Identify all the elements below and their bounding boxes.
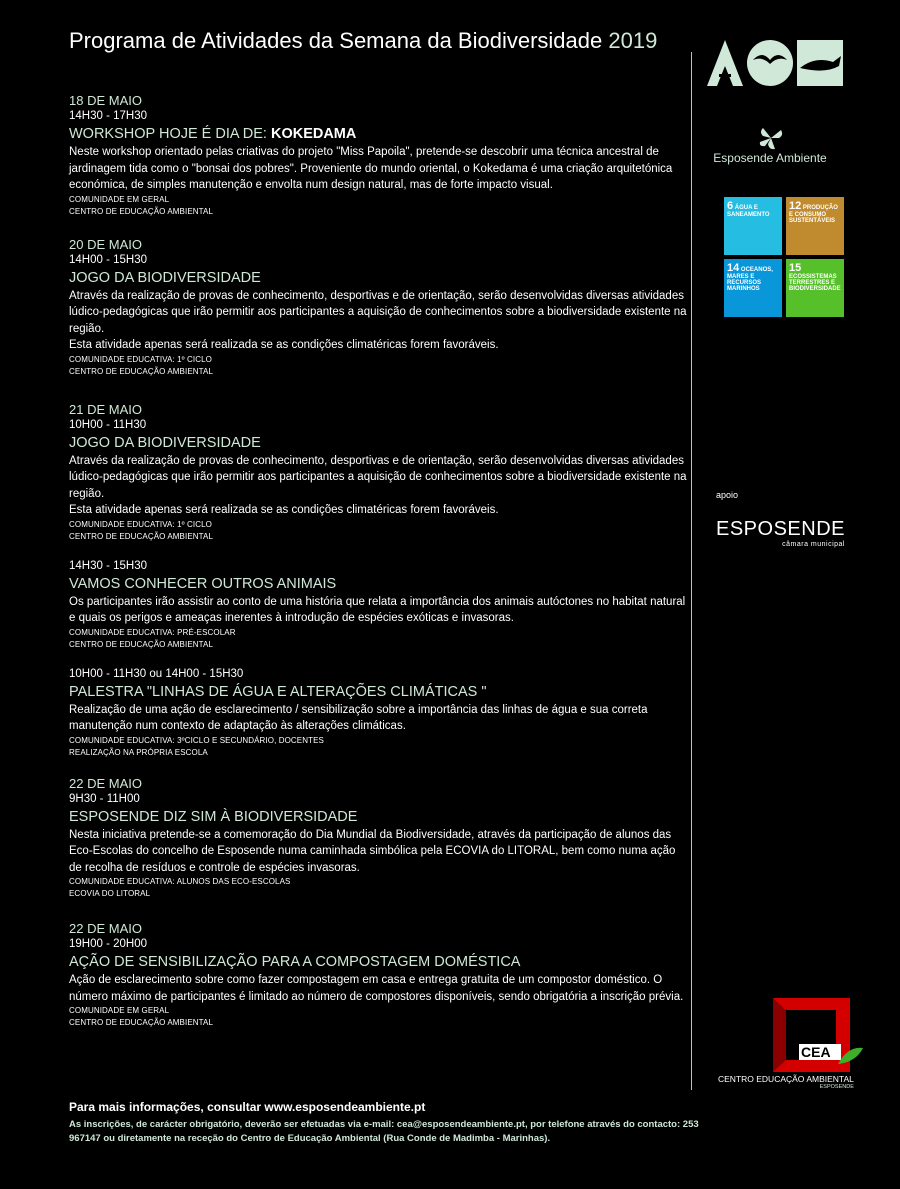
activity-location: CENTRO DE EDUCAÇÃO AMBIENTAL <box>69 206 214 216</box>
title-year: 2019 <box>608 28 658 53</box>
activity-audience: COMUNIDADE EDUCATIVA: PRÉ-ESCOLAR <box>69 627 236 637</box>
activity-title: AÇÃO DE SENSIBILIZAÇÃO PARA A COMPOSTAGEM DOMÉSTICA <box>69 954 521 970</box>
activity-audience: COMUNIDADE EDUCATIVA: 1º CICLO <box>69 519 212 529</box>
esposende-ambiente-label: Esposende Ambiente <box>713 151 827 165</box>
cea-letters: CEA <box>801 1044 831 1060</box>
activity-time: 9H30 - 11H00 <box>69 792 140 805</box>
activity-jogo-20 <box>69 236 689 378</box>
esposende-camara-logo <box>716 518 845 548</box>
activity-audience: COMUNIDADE EDUCATIVA: 1º CICLO <box>69 354 212 364</box>
ods-num: 14 <box>727 262 740 274</box>
activity-note: Esta atividade apenas será realizada se as condições climatéricas forem favoráveis. <box>69 504 499 516</box>
activity-location: CENTRO DE EDUCAÇÃO AMBIENTAL <box>69 1018 214 1027</box>
activity-esposende-sim <box>69 775 689 901</box>
page-title <box>69 28 657 54</box>
cea-text: CENTRO EDUCAÇÃO AMBIENTAL <box>718 1074 854 1084</box>
ambiente-fan-icon <box>757 126 785 150</box>
activity-kokedama <box>69 92 689 218</box>
activity-date: 22 DE MAIO <box>69 921 142 936</box>
ods-label: ECOSSISTEMAS TERRESTRES E BIODIVERSIDADE <box>789 274 841 292</box>
activity-time: 10H00 - 11H30 ou 14H00 - 15H30 <box>69 667 244 680</box>
activity-location: REALIZAÇÃO NA PRÓPRIA ESCOLA <box>69 747 208 757</box>
title-text: Programa de Atividades da Semana da Biodiversidade <box>69 28 603 53</box>
divider <box>691 52 692 1090</box>
activity-description: Nesta iniciativa pretende-se a comemoração do Dia Mundial da Biodiversidade, através da participação de alunos das Eco-Escolas do concelho de Esposende numa caminhada simbólica pela ECOVIA do LITORAL, bem como numa ação de recolha de resíduos e controle de espécies invasoras. <box>69 828 676 874</box>
ods-label: PRODUÇÃO E CONSUMO SUSTENTÁVEIS <box>789 205 838 224</box>
activity-title: ESPOSENDE DIZ SIM À BIODIVERSIDADE <box>69 808 358 825</box>
activity-time: 14H30 - 17H30 <box>69 110 147 122</box>
title-bold: KOKEDAMA <box>270 126 357 142</box>
activity-audience: COMUNIDADE EM GERAL <box>69 194 170 204</box>
activity-audience: COMUNIDADE EDUCATIVA: ALUNOS DAS ECO-ESCOLAS <box>69 877 291 886</box>
activity-description: Através da realização de provas de conhecimento, desportivas e de orientação, serão desenvolvidas diversas atividades lúdico-pedagógicas que irão permitir aos participantes a aquisição de conhecimentos sobre a biodiversidade existente na região. <box>69 289 687 335</box>
activity-jogo-21 <box>69 401 689 543</box>
footer-info: Para mais informações, consultar www.esposendeambiente.pt <box>69 1100 426 1114</box>
biodiversity-logo-icon <box>705 38 845 88</box>
activity-location: CENTRO DE EDUCAÇÃO AMBIENTAL <box>69 366 214 376</box>
activity-description: Neste workshop orientado pelas criativas do projeto "Miss Papoila", pretende-se descobrir uma técnica ancestral de jardinagem tida como o "bonsai dos pobres". Proveniente do mundo oriental, o Kokedama é uma criação arquitetónica económica, de simples manutenção e envolta num design natural, mas de forte impacto visual. <box>69 146 673 191</box>
apoio-label: apoio <box>716 490 739 500</box>
activity-note: Esta atividade apenas será realizada se as condições climatéricas forem favoráveis. <box>69 339 499 351</box>
activity-title: VAMOS CONHECER OUTROS ANIMAIS <box>69 575 337 592</box>
esposende-wordmark: ESPOSENDE <box>716 518 845 540</box>
ods-num: 12 <box>789 200 802 212</box>
activity-location: CENTRO DE EDUCAÇÃO AMBIENTAL <box>69 639 214 649</box>
title-prefix: WORKSHOP HOJE É DIA DE: <box>69 126 271 142</box>
activity-time: 14H30 - 15H30 <box>69 559 147 572</box>
activity-time: 14H00 - 15H30 <box>69 253 147 266</box>
activity-palestra <box>69 667 689 759</box>
activity-description: Através da realização de provas de conhecimento, desportivas e de orientação, serão desenvolvidas diversas atividades lúdico-pedagógicas que irão permitir aos participantes a aquisição de conhecimentos sobre a biodiversidade existente na região. <box>69 454 687 500</box>
activity-animais <box>69 559 689 651</box>
activity-date: 22 DE MAIO <box>69 775 142 791</box>
camara-label: câmara municipal <box>782 541 845 548</box>
activity-audience: COMUNIDADE EM GERAL <box>69 1006 170 1015</box>
activity-audience: COMUNIDADE EDUCATIVA: 3ºCICLO E SECUNDÁRIO, DOCENTES <box>69 735 324 745</box>
footer <box>69 1100 709 1146</box>
ods-label: ÁGUA E SANEAMENTO <box>727 205 770 218</box>
activity-title: JOGO DA BIODIVERSIDADE <box>69 269 261 286</box>
activity-list <box>69 92 689 1029</box>
activity-date: 21 DE MAIO <box>69 401 142 417</box>
cea-label <box>718 1074 854 1090</box>
footer-registration: As inscrições, de carácter obrigatório, deverão ser efetuadas via e-mail: cea@esposendeambiente.pt, por telefone através do contacto: 253 967147 ou diretamente na receção do Centro de Educação Ambiental (Rua Conde de Madimba - Marinhas). <box>69 1119 699 1144</box>
activity-date: 20 DE MAIO <box>69 236 142 252</box>
ods-tile-14 <box>724 259 782 317</box>
cea-sub: ESPOSENDE <box>819 1084 854 1090</box>
ods-tile-12 <box>786 197 844 255</box>
activity-description: Ação de esclarecimento sobre como fazer compostagem em casa e entrega gratuita de um compostor doméstico. O número máximo de participantes é limitado ao número de compostores disponíveis, sendo obrigatória a inscrição prévia. <box>69 974 684 1003</box>
ods-label: OCEANOS, MARES E RECURSOS MARINHOS <box>727 267 773 292</box>
activity-location: CENTRO DE EDUCAÇÃO AMBIENTAL <box>69 531 214 541</box>
ods-tile-6 <box>724 197 782 255</box>
activity-description: Os participantes irão assistir ao conto de uma história que relata a importância dos animais autóctones no habitat natural e quais os perigos e ameaças inerentes à introdução de espécies exóticas e invasoras. <box>69 595 686 624</box>
activity-title: PALESTRA "LINHAS DE ÁGUA E ALTERAÇÕES CLIMÁTICAS " <box>69 683 487 700</box>
ods-num: 6 <box>727 200 734 212</box>
activity-title: JOGO DA BIODIVERSIDADE <box>69 434 261 451</box>
activity-location: ECOVIA DO LITORAL <box>69 889 151 898</box>
activity-title <box>69 125 689 144</box>
activity-time: 19H00 - 20H00 <box>69 938 147 950</box>
activity-description: Realização de uma ação de esclarecimento / sensibilização sobre a importância das linhas de água e sua correta manutenção num contexto de adaptação às alterações climáticas. <box>69 703 648 732</box>
activity-date: 18 DE MAIO <box>69 93 142 108</box>
ods-grid <box>724 197 844 317</box>
ods-num: 15 <box>789 262 802 274</box>
ods-tile-15 <box>786 259 844 317</box>
activity-time: 10H00 - 11H30 <box>69 418 147 431</box>
activity-compostagem <box>69 920 689 1029</box>
